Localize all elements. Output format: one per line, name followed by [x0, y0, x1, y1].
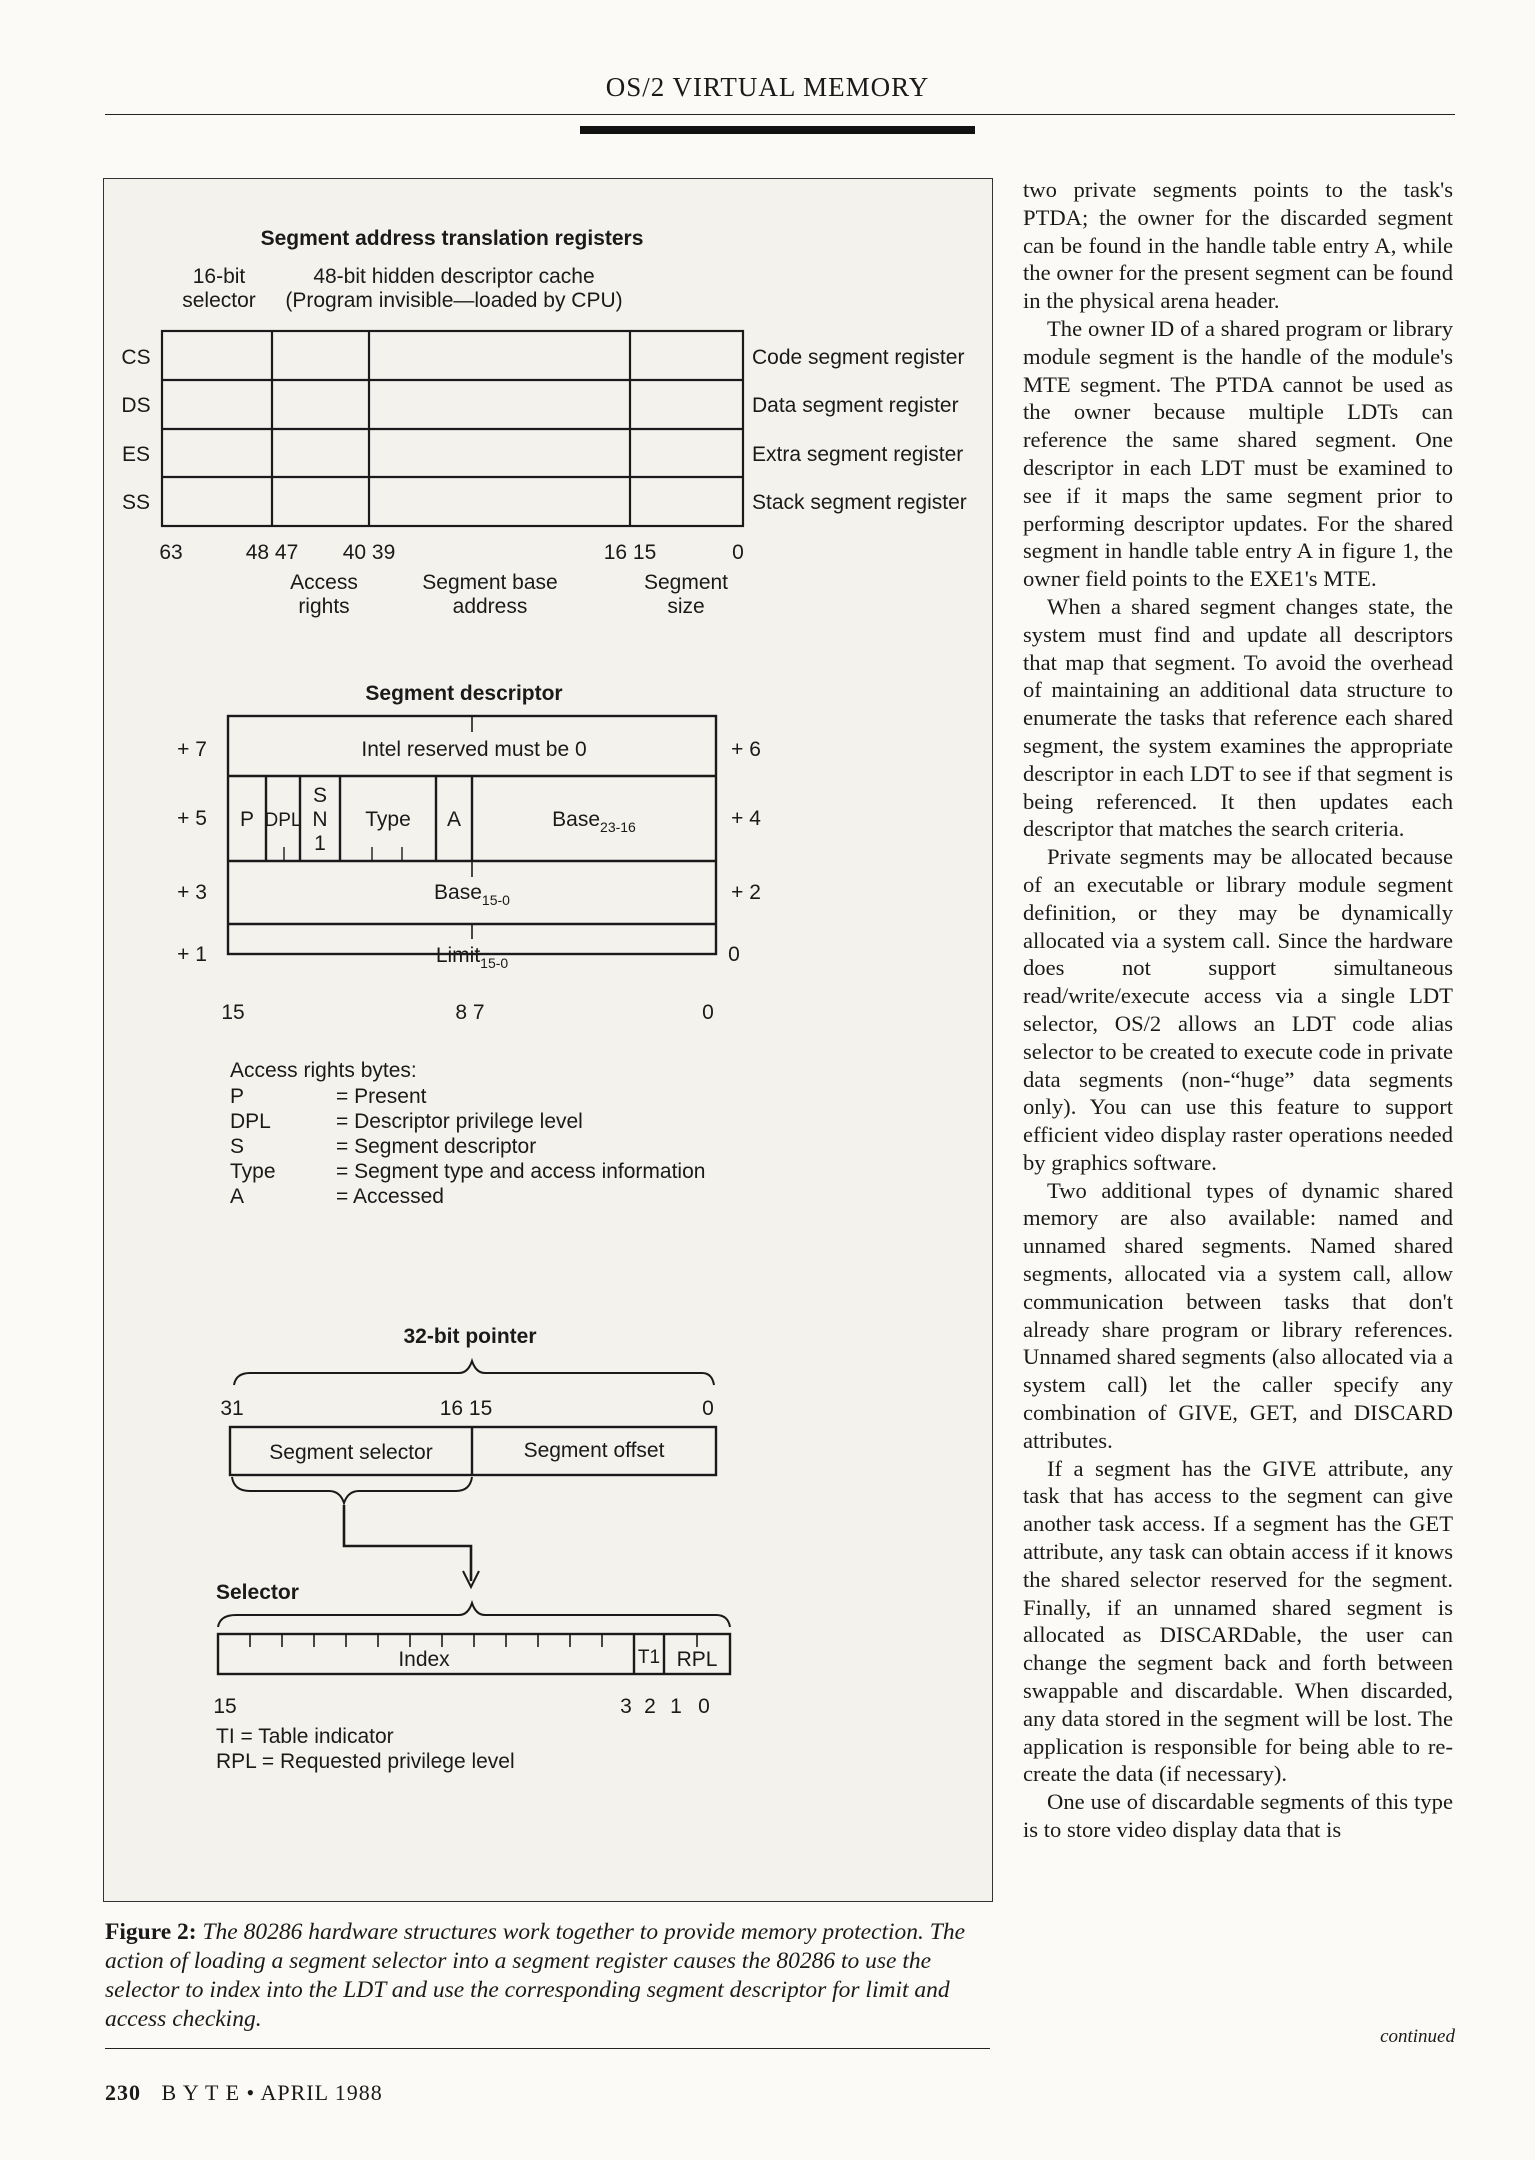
field-base-hi: Base$_{23-16}$ [552, 808, 636, 835]
svg-text:= Segment type and access info: = Segment type and access information [336, 1160, 706, 1183]
ptr-selector: Segment selector [269, 1441, 433, 1464]
segbase-2: address [452, 595, 528, 618]
ti-legend: TI = Table indicator [216, 1725, 394, 1748]
selector-label-1: 16-bit [192, 265, 246, 288]
intel-reserved: Intel reserved must be 0 [361, 738, 587, 761]
selector-label-2: selector [182, 289, 256, 312]
segbase-1: Segment base [422, 571, 558, 594]
reg-cs-desc: Code segment register [752, 346, 965, 369]
reg-ds-desc: Data segment register [752, 394, 959, 417]
field-dpl: DPL [264, 810, 302, 831]
segsize-2: size [667, 595, 705, 618]
sel-index: Index [398, 1648, 450, 1671]
caption-label: Figure 2: [105, 1919, 197, 1945]
svg-text:DPL: DPL [230, 1110, 271, 1133]
selector-top-brace [218, 1603, 730, 1627]
svg-text:P: P [230, 1085, 245, 1108]
ptr-brace [234, 1361, 714, 1385]
selector-connector [344, 1505, 471, 1581]
footer-rule [105, 2048, 990, 2049]
field-base-lo: Base$_{15-0}$ [434, 881, 510, 908]
reg-ds: DS [121, 394, 151, 417]
ptr-bit-31: 31 [220, 1397, 244, 1420]
field-a: A [446, 808, 462, 831]
field-p: P [239, 808, 255, 831]
sel-title: Selector [216, 1581, 299, 1604]
paragraph-7: One use of discardable segments of this type is to store video display data that is [1023, 1789, 1453, 1843]
segsize-1: Segment [643, 571, 729, 594]
off-5: + 5 [177, 807, 207, 830]
svg-text:= Accessed: = Accessed [336, 1185, 444, 1208]
bit-16-15: 16 15 [603, 541, 657, 564]
ptr-bit-16-15: 16 15 [439, 1397, 493, 1420]
svg-text:= Descriptor privilege level: = Descriptor privilege level [336, 1110, 583, 1133]
off-1: + 1 [177, 943, 207, 966]
selector-brace [232, 1477, 472, 1503]
caption-text: The 80286 hardware structures work together to provide memory protection. The action of loading a segment selector into a segment register causes the 80286 to use the selector to index into the LDT and use the corresponding segment descriptor for limit and access checking. [105, 1919, 966, 2032]
off-7: + 7 [177, 738, 207, 761]
cache-label-1: 48-bit hidden descriptor cache [313, 265, 595, 288]
off-3: + 3 [177, 881, 207, 904]
paragraph-1: two private segments points to the task's PTDA; the owner for the discarded segment can be found in the handle table entry A, while the owner for the present segment can be found in the physical arena header. [1023, 177, 1453, 314]
off-2: + 2 [731, 881, 761, 904]
field-limit: Limit$_{15-0}$ [435, 944, 509, 971]
running-header: OS/2 VIRTUAL MEMORY [605, 72, 930, 102]
desc-bit-15: 15 [221, 1001, 245, 1024]
paragraph-3: When a shared segment changes state, the system must find and update all descriptors that map that segment. To avoid the overhead of maintaining an additional data structure to enumerate the tasks that reference each shared segment, the system examines the appropriate descriptor in each LDT to see if that segment is being referenced. It then updates each descriptor that matches the search criteria. [1023, 593, 1453, 842]
reg-ss-desc: Stack segment register [752, 491, 967, 514]
ptr-offset: Segment offset [523, 1439, 665, 1462]
off-0: 0 [728, 943, 740, 966]
off-4: + 4 [731, 807, 761, 830]
figure-caption [105, 1918, 985, 2034]
access-legend [230, 1085, 705, 1208]
paragraph-2: The owner ID of a shared program or library module segment is the handle of the module's MTE segment. The PTDA cannot be used as the owner because multiple LDTs can reference the same shared segment. One descriptor in each LDT must be examined to see if it maps the same segment prior to performing descriptor updates. For the shared segment in handle table entry A in figure 1, the owner field points to the EXE1's MTE. [1023, 315, 1453, 592]
off-6: + 6 [731, 738, 761, 761]
cache-label-2: (Program invisible—loaded by CPU) [285, 289, 623, 312]
bit-0: 0 [732, 541, 744, 564]
svg-text:S: S [230, 1135, 245, 1158]
paragraph-5: Two additional types of dynamic shared memory are also available: named and unnamed shared segments. Named shared segments, allocated via a system call, allow communication between tasks that don't already share program or library references. Unnamed shared segments (also allocated via a system call) let the caller specify any combination of GIVE, GET, and DISCARD attributes. [1023, 1177, 1453, 1453]
page-number: 230 [105, 2080, 141, 2105]
field-type: Type [365, 808, 411, 831]
figure-2 [103, 178, 993, 1902]
bit-48-47: 48 47 [245, 541, 299, 564]
desc-bit-0: 0 [702, 1001, 714, 1024]
magazine-issue: B Y T E • APRIL 1988 [161, 2080, 383, 2105]
svg-text:= Present: = Present [336, 1085, 427, 1108]
sel-rpl: RPL [676, 1648, 718, 1671]
ptr-title: 32-bit pointer [403, 1325, 537, 1348]
sel-bit-15: 15 [213, 1695, 237, 1718]
sel-bit-3: 3 [620, 1695, 632, 1718]
bit-40-39: 40 39 [342, 541, 396, 564]
rpl-legend: RPL = Requested privilege level [216, 1750, 515, 1773]
sel-bit-1: 1 [670, 1695, 682, 1718]
paragraph-6: If a segment has the GIVE attribute, any task that has access to the segment can give another task access. If a segment has the GET attribute, any task can obtain access if it knows the shared selector reserved for the segment. Finally, if an unnamed shared segment is allocated as DISCARDable, the user can change the segment back and forth between swappable and discardable. When discarded, any data stored in the segment will be lost. The application is responsible for being able to re-create the data (if necessary). [1023, 1455, 1453, 1787]
bit-63: 63 [159, 541, 183, 564]
figure-diagram [104, 179, 992, 1901]
reg-es: ES [121, 443, 151, 466]
header-bar [580, 126, 975, 134]
ptr-bit-0: 0 [702, 1397, 714, 1420]
field-s: S [312, 784, 328, 807]
desc-title: Segment descriptor [365, 682, 563, 705]
reg-ss: SS [121, 491, 151, 514]
reg-cs: CS [121, 346, 151, 369]
desc-bit-8-7: 8 7 [455, 1001, 485, 1024]
field-1: 1 [314, 832, 326, 855]
access-rights-2: rights [298, 595, 350, 618]
svg-text:= Segment descriptor: = Segment descriptor [336, 1135, 537, 1158]
access-title: Access rights bytes: [230, 1059, 417, 1082]
continued-label: continued [1380, 2026, 1455, 2047]
svg-text:Type: Type [230, 1160, 276, 1183]
body-column [1023, 176, 1453, 1844]
access-rights-1: Access [290, 571, 358, 594]
page-footer [105, 2080, 383, 2106]
paragraph-4: Private segments may be allocated because of an executable or library module segment definition, or they may be dynamically allocated via a system call. Since the hardware does not support simultaneous read/write/execute access via a single LDT selector, OS/2 allows an LDT code alias selector to be created to execute code in private data segments (non-“huge” data segments only). You can use this feature to support efficient video display raster operations needed by graphics software. [1023, 844, 1453, 1175]
field-n: N [312, 808, 328, 831]
regs-title: Segment address translation registers [260, 227, 644, 250]
header-rule [105, 114, 1455, 115]
sel-bit-2: 2 [644, 1695, 656, 1718]
sel-bit-0: 0 [698, 1695, 710, 1718]
register-grid [162, 331, 743, 526]
reg-es-desc: Extra segment register [752, 443, 964, 466]
sel-ti: T1 [637, 1647, 661, 1668]
svg-text:A: A [230, 1185, 245, 1208]
